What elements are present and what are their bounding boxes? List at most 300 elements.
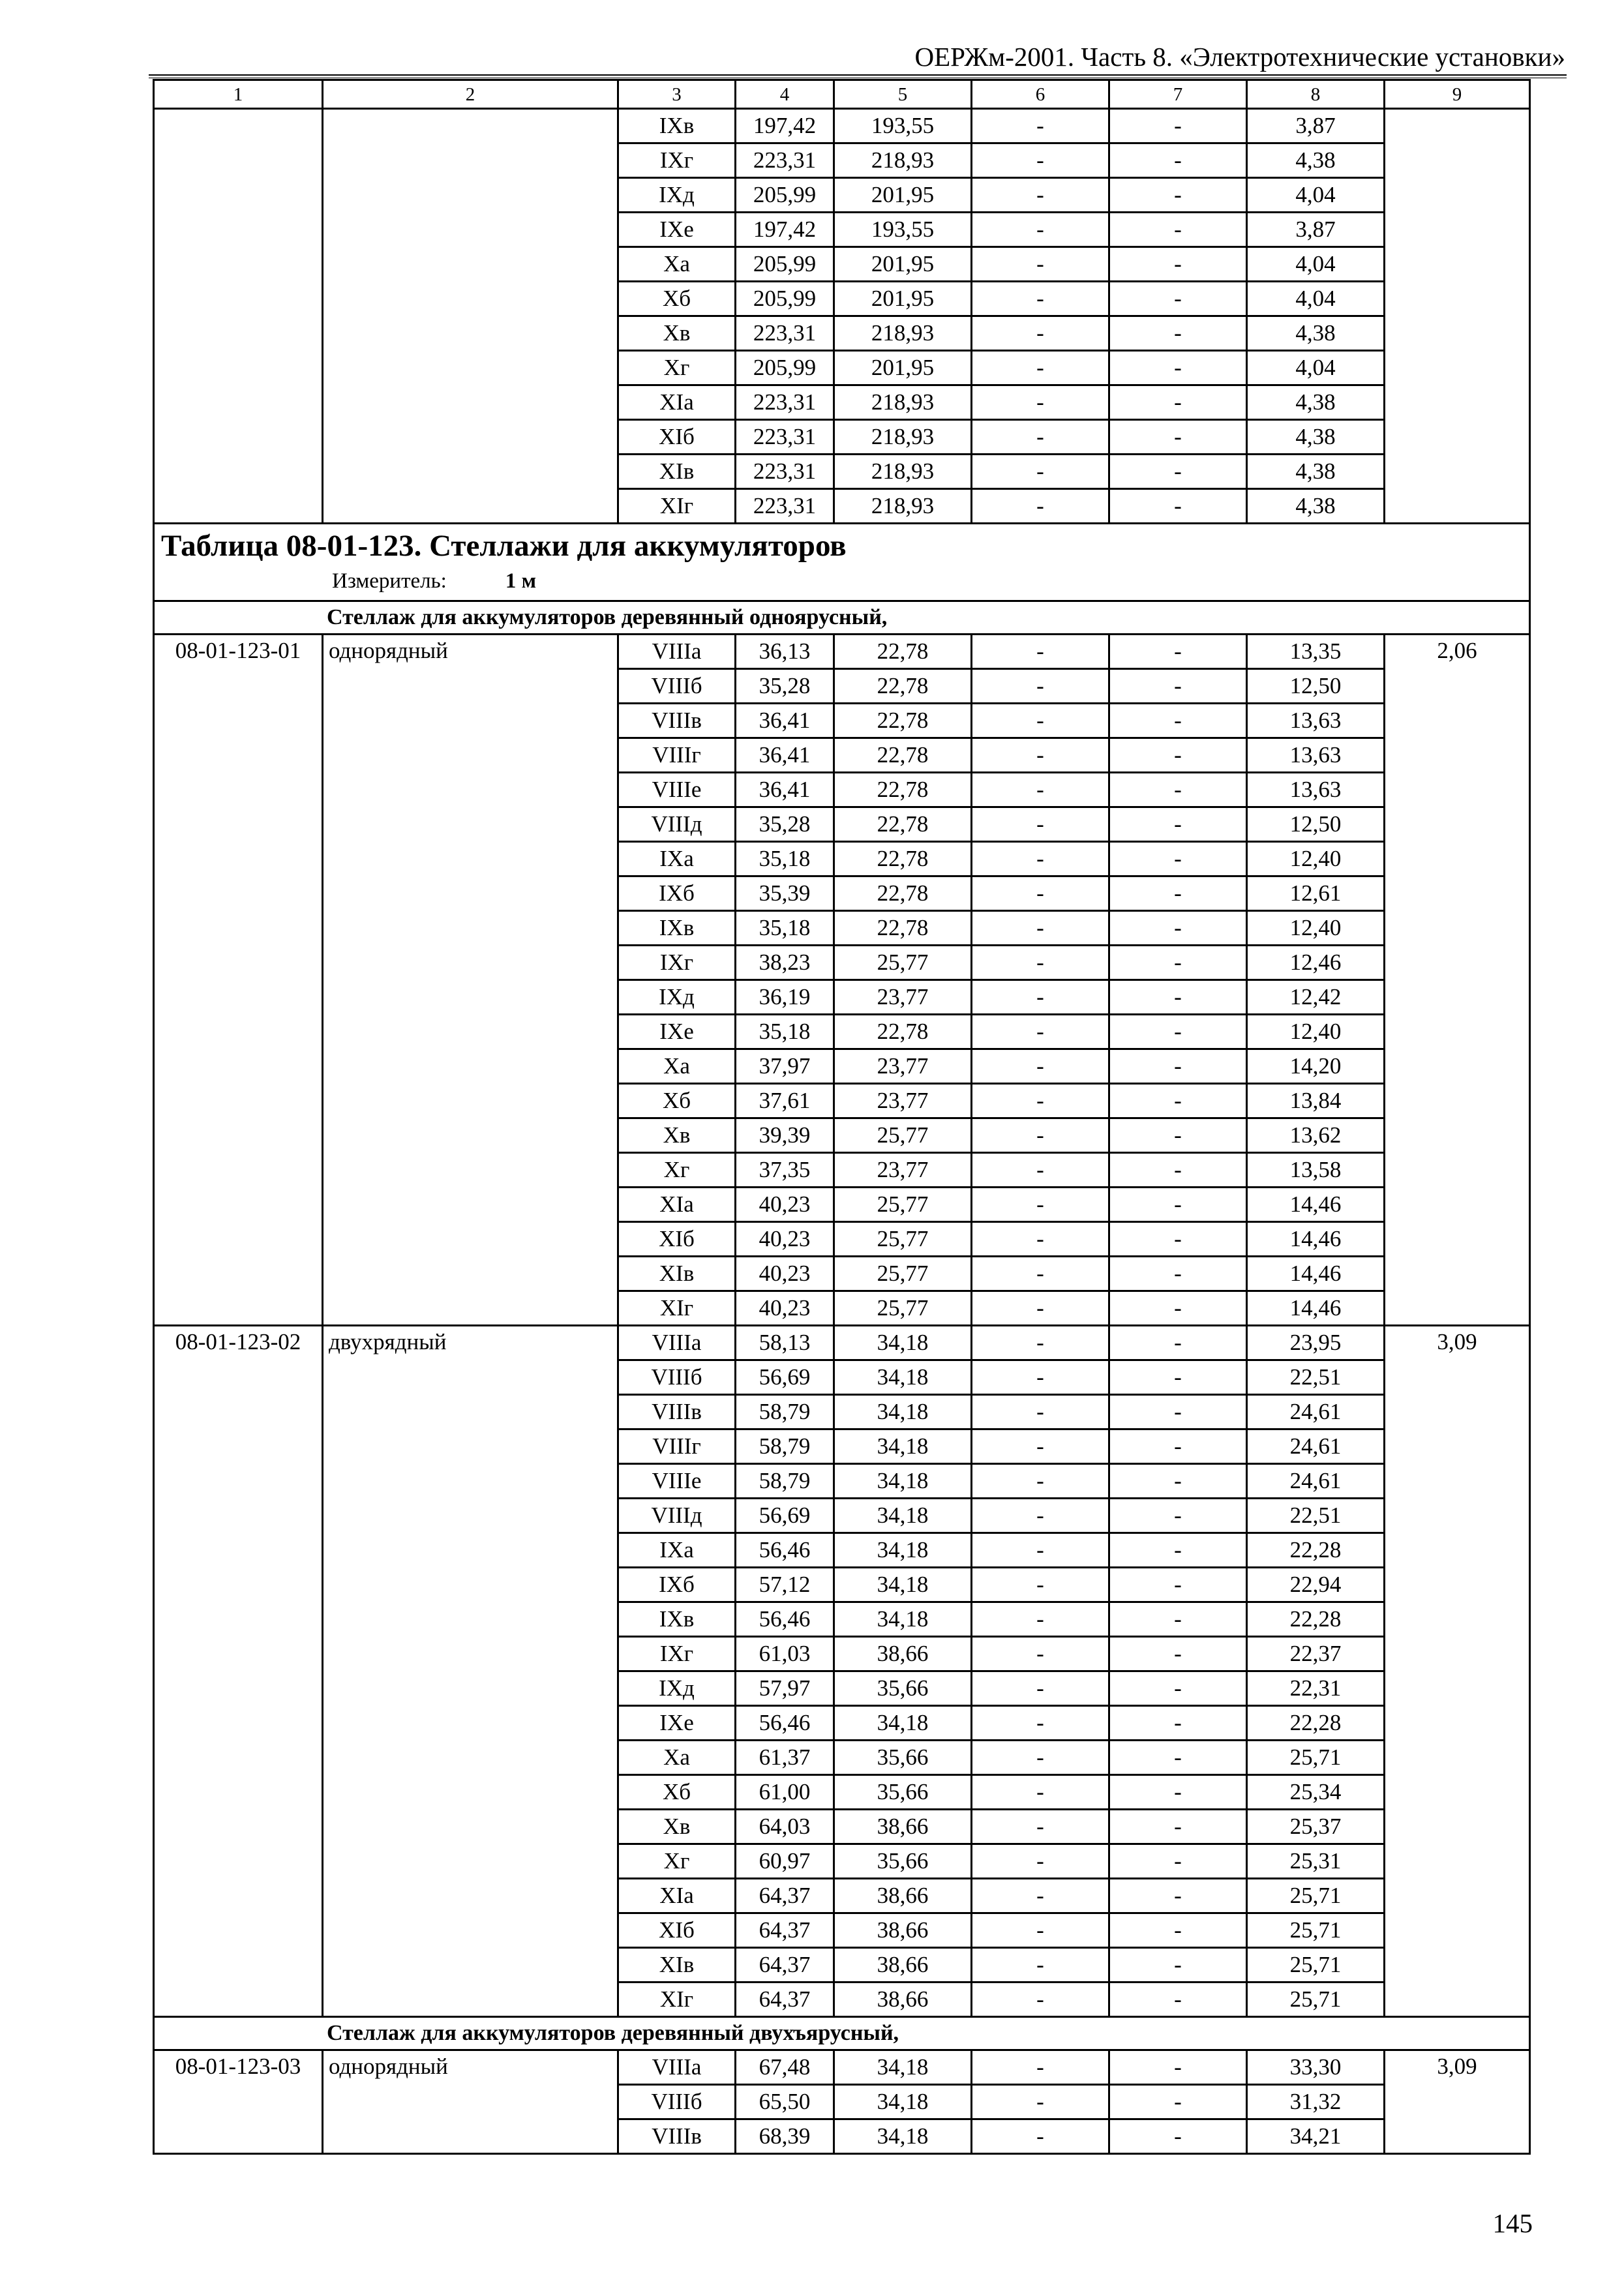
cell-total-cost: 36,41 — [736, 704, 834, 738]
unit-label: Измеритель: — [332, 569, 447, 593]
cell-machinist-salary: - — [1109, 807, 1247, 842]
cell-mechanisms: 2,06 — [1385, 635, 1530, 1326]
cell-machine-cost: - — [972, 1879, 1109, 1913]
cell-total-cost: 36,41 — [736, 773, 834, 807]
cell-machine-cost: - — [972, 704, 1109, 738]
cell-machine-cost: - — [972, 1360, 1109, 1395]
cell-machine-cost: - — [972, 1084, 1109, 1118]
cell-salary: 23,77 — [834, 1084, 972, 1118]
cell-machinist-salary: - — [1109, 1741, 1247, 1775]
cell-machine-cost: - — [972, 109, 1109, 143]
cell-machine-cost: - — [972, 1533, 1109, 1568]
cell-machine-cost: - — [972, 1429, 1109, 1464]
cell-machinist-salary: - — [1109, 842, 1247, 876]
cell-mark: XIа — [618, 385, 736, 420]
cell-machine-cost: - — [972, 351, 1109, 385]
cell-total-cost: 205,99 — [736, 351, 834, 385]
cell-materials: 23,95 — [1247, 1326, 1385, 1360]
cell-total-cost: 68,39 — [736, 2119, 834, 2154]
cell-total-cost: 60,97 — [736, 1844, 834, 1879]
cell-salary: 34,18 — [834, 2085, 972, 2119]
cell-mark: IXб — [618, 876, 736, 911]
cell-machine-cost: - — [972, 807, 1109, 842]
table-row — [154, 109, 1530, 143]
table-row — [154, 2050, 1530, 2085]
cell-machine-cost: - — [972, 1948, 1109, 1982]
cell-mark: IXе — [618, 213, 736, 247]
cell-machine-cost: - — [972, 635, 1109, 669]
cell-salary: 23,77 — [834, 1049, 972, 1084]
cell-total-cost: 64,37 — [736, 1879, 834, 1913]
cell-machinist-salary: - — [1109, 1429, 1247, 1464]
cell-salary: 218,93 — [834, 316, 972, 351]
cell-machinist-salary: - — [1109, 1360, 1247, 1395]
cell-mark: IXд — [618, 1671, 736, 1706]
cell-salary: 22,78 — [834, 876, 972, 911]
cell-materials: 25,71 — [1247, 1741, 1385, 1775]
cell-mark: VIIIб — [618, 2085, 736, 2119]
cell-materials: 14,46 — [1247, 1291, 1385, 1326]
cell-total-cost: 223,31 — [736, 385, 834, 420]
column-number: 3 — [618, 80, 736, 109]
cell-materials: 22,37 — [1247, 1637, 1385, 1671]
cell-machinist-salary: - — [1109, 1291, 1247, 1326]
cell-total-cost: 61,00 — [736, 1775, 834, 1810]
cell-salary: 201,95 — [834, 351, 972, 385]
table-title-cell — [154, 524, 1530, 601]
header-rule — [149, 74, 1567, 76]
cell-total-cost: 65,50 — [736, 2085, 834, 2119]
cell-mark: VIIIг — [618, 738, 736, 773]
cell-machinist-salary: - — [1109, 213, 1247, 247]
cell-total-cost: 223,31 — [736, 420, 834, 455]
cell-salary: 22,78 — [834, 738, 972, 773]
cell-materials: 22,28 — [1247, 1706, 1385, 1741]
cell-machine-cost: - — [972, 1015, 1109, 1049]
cell-machinist-salary: - — [1109, 1637, 1247, 1671]
cell-mark: XIг — [618, 1291, 736, 1326]
cell-name: однорядный — [323, 635, 618, 1326]
cell-mark: Xг — [618, 1153, 736, 1188]
cell-machinist-salary: - — [1109, 773, 1247, 807]
cell-salary: 25,77 — [834, 1257, 972, 1291]
cell-salary: 22,78 — [834, 842, 972, 876]
group-header: Стеллаж для аккумуляторов деревянный одноярусный, — [154, 601, 1530, 635]
cell-machine-cost: - — [972, 911, 1109, 946]
column-number: 2 — [323, 80, 618, 109]
cell-mark: IXд — [618, 980, 736, 1015]
cell-materials: 4,38 — [1247, 489, 1385, 524]
cell-machinist-salary: - — [1109, 911, 1247, 946]
cell-name — [323, 109, 618, 524]
cell-mark: XIг — [618, 1982, 736, 2017]
cell-machinist-salary: - — [1109, 669, 1247, 704]
cell-salary: 34,18 — [834, 1706, 972, 1741]
cell-salary: 38,66 — [834, 1948, 972, 1982]
cell-mark: IXа — [618, 1533, 736, 1568]
cell-materials: 24,61 — [1247, 1464, 1385, 1499]
cell-materials: 14,20 — [1247, 1049, 1385, 1084]
cell-total-cost: 36,19 — [736, 980, 834, 1015]
cell-salary: 22,78 — [834, 635, 972, 669]
cell-machinist-salary: - — [1109, 1533, 1247, 1568]
cell-machinist-salary: - — [1109, 876, 1247, 911]
cell-salary: 34,18 — [834, 2119, 972, 2154]
cell-total-cost: 205,99 — [736, 247, 834, 282]
cell-total-cost: 35,28 — [736, 669, 834, 704]
cell-total-cost: 56,69 — [736, 1499, 834, 1533]
cell-mark: Xг — [618, 351, 736, 385]
column-number: 7 — [1109, 80, 1247, 109]
running-header: ОЕРЖм-2001. Часть 8. «Электротехнические установки» — [914, 42, 1565, 72]
cell-machine-cost: - — [972, 1913, 1109, 1948]
cell-mark: XIб — [618, 1222, 736, 1257]
cell-machine-cost: - — [972, 669, 1109, 704]
cell-materials: 3,87 — [1247, 213, 1385, 247]
cell-machine-cost: - — [972, 1257, 1109, 1291]
cell-materials: 22,28 — [1247, 1602, 1385, 1637]
cell-code — [154, 109, 323, 524]
cell-machine-cost: - — [972, 2119, 1109, 2154]
cell-machine-cost: - — [972, 738, 1109, 773]
cell-salary: 23,77 — [834, 1153, 972, 1188]
cell-total-cost: 197,42 — [736, 109, 834, 143]
cell-total-cost: 223,31 — [736, 143, 834, 178]
cell-machine-cost: - — [972, 876, 1109, 911]
cell-materials: 13,84 — [1247, 1084, 1385, 1118]
cell-machinist-salary: - — [1109, 2085, 1247, 2119]
cell-total-cost: 35,28 — [736, 807, 834, 842]
cell-materials: 4,04 — [1247, 351, 1385, 385]
cell-total-cost: 64,37 — [736, 1948, 834, 1982]
cell-machine-cost: - — [972, 1464, 1109, 1499]
cell-mechanisms: 3,09 — [1385, 2050, 1530, 2154]
cell-materials: 4,38 — [1247, 143, 1385, 178]
cell-materials: 12,42 — [1247, 980, 1385, 1015]
cell-salary: 38,66 — [834, 1879, 972, 1913]
cell-materials: 12,40 — [1247, 911, 1385, 946]
cell-mark: VIIIе — [618, 773, 736, 807]
cell-salary: 38,66 — [834, 1810, 972, 1844]
cell-mark: VIIIа — [618, 635, 736, 669]
table-row — [154, 635, 1530, 669]
cell-materials: 4,38 — [1247, 316, 1385, 351]
cell-total-cost: 64,37 — [736, 1913, 834, 1948]
cell-mark: VIIIб — [618, 1360, 736, 1395]
cell-total-cost: 223,31 — [736, 489, 834, 524]
cell-total-cost: 57,97 — [736, 1671, 834, 1706]
cell-salary: 34,18 — [834, 1429, 972, 1464]
cell-mark: XIг — [618, 489, 736, 524]
cell-machinist-salary: - — [1109, 1188, 1247, 1222]
cell-salary: 34,18 — [834, 1464, 972, 1499]
cell-total-cost: 57,12 — [736, 1568, 834, 1602]
cell-mark: XIв — [618, 1257, 736, 1291]
cell-materials: 25,31 — [1247, 1844, 1385, 1879]
cell-salary: 34,18 — [834, 1533, 972, 1568]
cell-machinist-salary: - — [1109, 1982, 1247, 2017]
cell-materials: 4,38 — [1247, 385, 1385, 420]
column-number: 9 — [1385, 80, 1530, 109]
cell-salary: 34,18 — [834, 1602, 972, 1637]
cell-mark: Xа — [618, 1049, 736, 1084]
cell-machine-cost: - — [972, 1775, 1109, 1810]
cell-mark: VIIIв — [618, 704, 736, 738]
cell-mark: IXб — [618, 1568, 736, 1602]
column-number: 8 — [1247, 80, 1385, 109]
cell-mark: Xв — [618, 316, 736, 351]
cell-mark: IXв — [618, 911, 736, 946]
cell-machine-cost: - — [972, 213, 1109, 247]
cell-code: 08-01-123-02 — [154, 1326, 323, 2017]
cell-total-cost: 58,79 — [736, 1464, 834, 1499]
cell-materials: 12,40 — [1247, 842, 1385, 876]
cell-mark: IXа — [618, 842, 736, 876]
cell-materials: 4,38 — [1247, 455, 1385, 489]
cell-machinist-salary: - — [1109, 1913, 1247, 1948]
unit-value: 1 м — [505, 569, 537, 593]
cell-salary: 22,78 — [834, 1015, 972, 1049]
cell-mark: VIIIд — [618, 807, 736, 842]
cell-salary: 25,77 — [834, 1188, 972, 1222]
cell-mark: IXе — [618, 1015, 736, 1049]
cell-salary: 218,93 — [834, 420, 972, 455]
cell-total-cost: 40,23 — [736, 1188, 834, 1222]
cell-machine-cost: - — [972, 1395, 1109, 1429]
cell-materials: 25,71 — [1247, 1879, 1385, 1913]
cell-total-cost: 40,23 — [736, 1257, 834, 1291]
cell-mark: XIб — [618, 420, 736, 455]
cell-materials: 4,38 — [1247, 420, 1385, 455]
cell-salary: 35,66 — [834, 1741, 972, 1775]
cell-machinist-salary: - — [1109, 143, 1247, 178]
cell-mark: Xв — [618, 1810, 736, 1844]
cell-machinist-salary: - — [1109, 420, 1247, 455]
cell-total-cost: 58,13 — [736, 1326, 834, 1360]
column-number: 6 — [972, 80, 1109, 109]
cell-machine-cost: - — [972, 1049, 1109, 1084]
cell-total-cost: 35,18 — [736, 1015, 834, 1049]
cell-salary: 34,18 — [834, 1395, 972, 1429]
cell-machinist-salary: - — [1109, 489, 1247, 524]
cell-mark: VIIIв — [618, 1395, 736, 1429]
table-title-row — [154, 524, 1530, 601]
cell-machine-cost: - — [972, 1118, 1109, 1153]
cell-machine-cost: - — [972, 946, 1109, 980]
cell-machine-cost: - — [972, 1153, 1109, 1188]
cell-salary: 38,66 — [834, 1913, 972, 1948]
page-number: 145 — [1492, 2208, 1533, 2238]
cell-machine-cost: - — [972, 980, 1109, 1015]
cell-salary: 25,77 — [834, 1291, 972, 1326]
column-number: 4 — [736, 80, 834, 109]
table-row — [154, 1326, 1530, 1360]
cell-mark: IXе — [618, 1706, 736, 1741]
cell-machinist-salary: - — [1109, 455, 1247, 489]
cell-machinist-salary: - — [1109, 2050, 1247, 2085]
cell-salary: 22,78 — [834, 669, 972, 704]
column-number-row — [154, 80, 1530, 109]
cell-mark: IXв — [618, 1602, 736, 1637]
cell-total-cost: 67,48 — [736, 2050, 834, 2085]
cell-machine-cost: - — [972, 2085, 1109, 2119]
cell-materials: 14,46 — [1247, 1257, 1385, 1291]
cell-total-cost: 36,41 — [736, 738, 834, 773]
cell-salary: 22,78 — [834, 704, 972, 738]
cell-machine-cost: - — [972, 178, 1109, 213]
cell-materials: 13,62 — [1247, 1118, 1385, 1153]
cell-salary: 193,55 — [834, 213, 972, 247]
cell-machine-cost: - — [972, 455, 1109, 489]
cell-mark: VIIIд — [618, 1499, 736, 1533]
cell-mark: VIIIа — [618, 2050, 736, 2085]
cell-mark: VIIIа — [618, 1326, 736, 1360]
cell-machinist-salary: - — [1109, 1775, 1247, 1810]
cell-total-cost: 35,18 — [736, 911, 834, 946]
cell-materials: 4,04 — [1247, 178, 1385, 213]
cell-total-cost: 37,97 — [736, 1049, 834, 1084]
cell-mark: Xа — [618, 1741, 736, 1775]
cell-mark: XIв — [618, 455, 736, 489]
cell-salary: 35,66 — [834, 1775, 972, 1810]
cell-machinist-salary: - — [1109, 704, 1247, 738]
cell-code: 08-01-123-03 — [154, 2050, 323, 2154]
cell-total-cost: 223,31 — [736, 316, 834, 351]
cell-total-cost: 36,13 — [736, 635, 834, 669]
cell-total-cost: 37,61 — [736, 1084, 834, 1118]
cell-machine-cost: - — [972, 420, 1109, 455]
cell-materials: 12,46 — [1247, 946, 1385, 980]
cell-machine-cost: - — [972, 1706, 1109, 1741]
cell-machine-cost: - — [972, 1188, 1109, 1222]
cell-materials: 3,87 — [1247, 109, 1385, 143]
cell-total-cost: 197,42 — [736, 213, 834, 247]
cell-total-cost: 39,39 — [736, 1118, 834, 1153]
cell-materials: 12,61 — [1247, 876, 1385, 911]
cell-machinist-salary: - — [1109, 1015, 1247, 1049]
cell-name: однорядный — [323, 2050, 618, 2154]
cell-machinist-salary: - — [1109, 1153, 1247, 1188]
cell-materials: 25,37 — [1247, 1810, 1385, 1844]
cell-mark: VIIIг — [618, 1429, 736, 1464]
cell-mark: IXг — [618, 143, 736, 178]
cell-salary: 25,77 — [834, 1118, 972, 1153]
cell-machinist-salary: - — [1109, 1602, 1247, 1637]
cell-materials: 24,61 — [1247, 1429, 1385, 1464]
cell-mark: XIб — [618, 1913, 736, 1948]
cell-machinist-salary: - — [1109, 1671, 1247, 1706]
cell-salary: 34,18 — [834, 1360, 972, 1395]
cell-machine-cost: - — [972, 1499, 1109, 1533]
cell-materials: 22,51 — [1247, 1360, 1385, 1395]
cell-total-cost: 56,69 — [736, 1360, 834, 1395]
cell-mark: VIIIб — [618, 669, 736, 704]
cell-machinist-salary: - — [1109, 1049, 1247, 1084]
cell-salary: 23,77 — [834, 980, 972, 1015]
cell-machine-cost: - — [972, 316, 1109, 351]
cell-total-cost: 223,31 — [736, 455, 834, 489]
cell-salary: 201,95 — [834, 282, 972, 316]
cell-mark: XIа — [618, 1879, 736, 1913]
cell-total-cost: 35,39 — [736, 876, 834, 911]
cell-salary: 218,93 — [834, 385, 972, 420]
cell-materials: 25,71 — [1247, 1948, 1385, 1982]
cell-materials: 31,32 — [1247, 2085, 1385, 2119]
cell-total-cost: 58,79 — [736, 1395, 834, 1429]
cell-materials: 12,50 — [1247, 807, 1385, 842]
cell-total-cost: 56,46 — [736, 1602, 834, 1637]
cell-machinist-salary: - — [1109, 1706, 1247, 1741]
cell-machine-cost: - — [972, 1222, 1109, 1257]
cell-salary: 218,93 — [834, 489, 972, 524]
cell-machine-cost: - — [972, 1326, 1109, 1360]
cell-machinist-salary: - — [1109, 351, 1247, 385]
cell-mark: VIIIв — [618, 2119, 736, 2154]
cell-machinist-salary: - — [1109, 1844, 1247, 1879]
table-title: Таблица 08-01-123. Стеллажи для аккумуляторов — [161, 529, 847, 563]
cell-mechanisms — [1385, 109, 1530, 524]
cell-salary: 193,55 — [834, 109, 972, 143]
cell-machine-cost: - — [972, 773, 1109, 807]
cell-salary: 25,77 — [834, 1222, 972, 1257]
cell-mark: Xб — [618, 1084, 736, 1118]
cell-materials: 14,46 — [1247, 1188, 1385, 1222]
cell-code: 08-01-123-01 — [154, 635, 323, 1326]
cell-machine-cost: - — [972, 2050, 1109, 2085]
cell-materials: 13,63 — [1247, 704, 1385, 738]
cell-salary: 34,18 — [834, 1326, 972, 1360]
cell-machine-cost: - — [972, 1602, 1109, 1637]
cell-machine-cost: - — [972, 1291, 1109, 1326]
cell-mechanisms: 3,09 — [1385, 1326, 1530, 2017]
cell-machinist-salary: - — [1109, 1395, 1247, 1429]
cell-machinist-salary: - — [1109, 1084, 1247, 1118]
cell-machine-cost: - — [972, 1671, 1109, 1706]
cell-machine-cost: - — [972, 1810, 1109, 1844]
column-number: 5 — [834, 80, 972, 109]
cell-salary: 201,95 — [834, 247, 972, 282]
cell-machine-cost: - — [972, 143, 1109, 178]
cell-machine-cost: - — [972, 1741, 1109, 1775]
cell-machine-cost: - — [972, 1568, 1109, 1602]
cell-total-cost: 40,23 — [736, 1222, 834, 1257]
cell-mark: Xв — [618, 1118, 736, 1153]
cell-salary: 22,78 — [834, 911, 972, 946]
group-header: Стеллаж для аккумуляторов деревянный двухъярусный, — [154, 2017, 1530, 2050]
cell-total-cost: 40,23 — [736, 1291, 834, 1326]
cell-materials: 13,63 — [1247, 738, 1385, 773]
cell-mark: Xб — [618, 282, 736, 316]
cell-materials: 22,31 — [1247, 1671, 1385, 1706]
cell-machine-cost: - — [972, 1844, 1109, 1879]
cell-salary: 38,66 — [834, 1637, 972, 1671]
cell-total-cost: 38,23 — [736, 946, 834, 980]
cell-total-cost: 61,03 — [736, 1637, 834, 1671]
cell-materials: 12,40 — [1247, 1015, 1385, 1049]
cell-salary: 34,18 — [834, 1568, 972, 1602]
norms-table — [153, 79, 1531, 2155]
cell-total-cost: 205,99 — [736, 282, 834, 316]
cell-machinist-salary: - — [1109, 1118, 1247, 1153]
cell-total-cost: 58,79 — [736, 1429, 834, 1464]
cell-salary: 35,66 — [834, 1671, 972, 1706]
cell-salary: 34,18 — [834, 2050, 972, 2085]
cell-total-cost: 205,99 — [736, 178, 834, 213]
cell-salary: 218,93 — [834, 143, 972, 178]
cell-machinist-salary: - — [1109, 1257, 1247, 1291]
cell-mark: IXг — [618, 946, 736, 980]
group-header-row — [154, 601, 1530, 635]
